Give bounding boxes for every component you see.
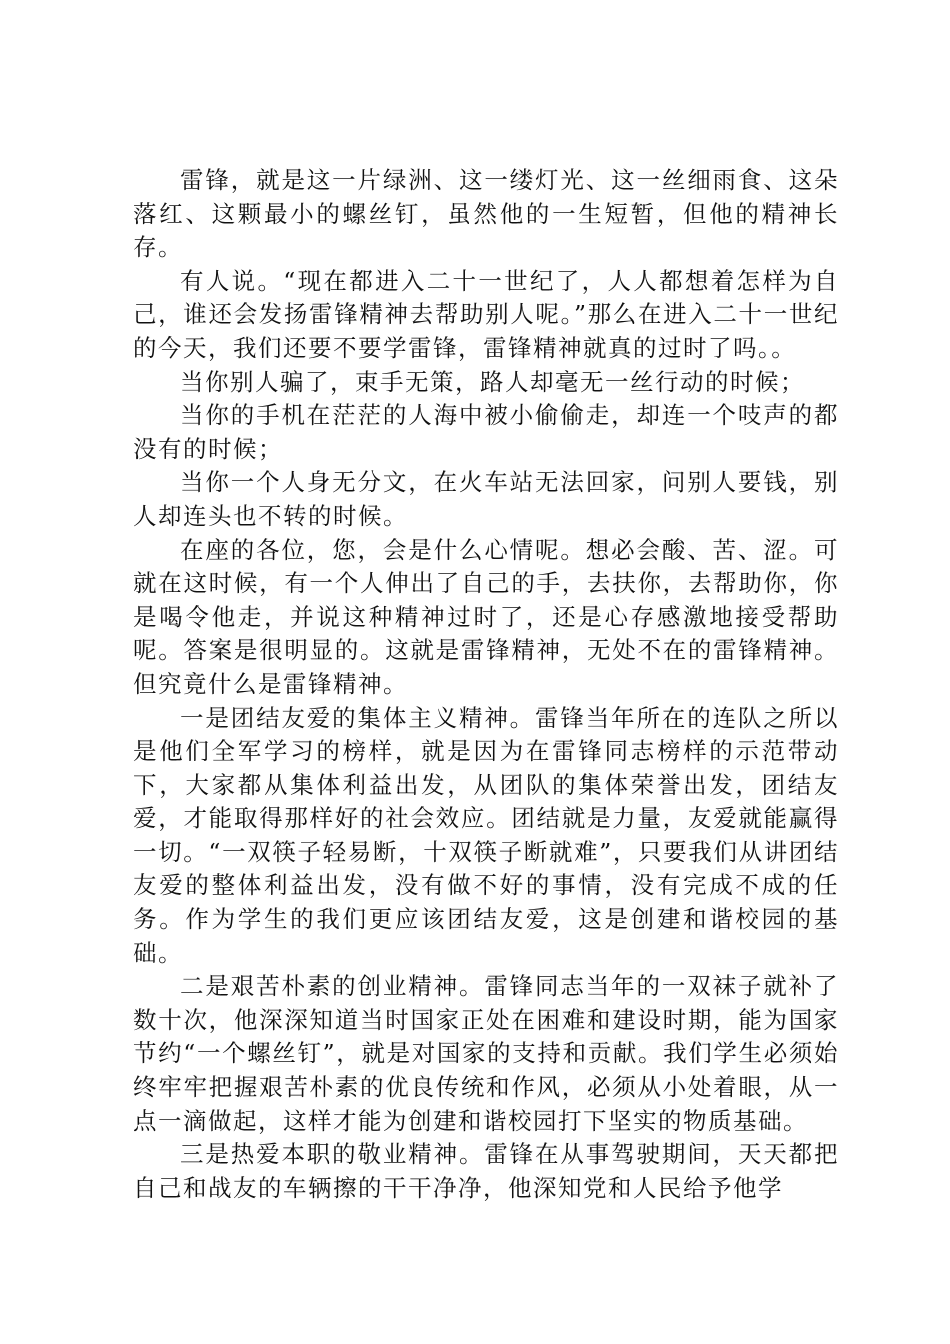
paragraph-dedication-spirit: 三是热爱本职的敬业精神。雷锋在从事驾驶期间，天天都把自己和战友的车辆擦的干干净净，他深知党和人民给予他学 xyxy=(133,1140,839,1202)
document-body xyxy=(133,164,839,1205)
paragraph-leifeng-intro: 雷锋，就是这一片绿洲、这一缕灯光、这一丝细雨食、这朵落红、这颗最小的螺丝钉，虽然他的一生短暂，但他的精神长存。 xyxy=(133,166,839,262)
paragraph-penniless: 当你一个人身无分文，在火车站无法回家，问别人要钱，别人却连头也不转的时候。 xyxy=(133,468,839,530)
paragraph-deceived: 当你别人骗了，束手无策，路人却毫无一丝行动的时候； xyxy=(180,367,805,396)
paragraph-frugal-spirit: 二是艰苦朴素的创业精神。雷锋同志当年的一双袜子就补了数十次，他深深知道当时国家正处在困难和建设时期，能为国家节约“一个螺丝钉”，就是对国家的支持和贡献。我们学生必须始终牢牢把握艰苦朴素的优良传统和作风，必须从小处着眼，从一点一滴做起，这样才能为创建和谐校园打下坚实的物质基础。 xyxy=(133,972,839,1135)
paragraph-unity-spirit: 一是团结友爱的集体主义精神。雷锋当年所在的连队之所以是他们全军学习的榜样，就是因为在雷锋同志榜样的示范带动下，大家都从集体利益出发，从团队的集体荣誉出发，团结友爱，才能取得那样好的社会效应。团结就是力量，友爱就能赢得一切。“一双筷子轻易断，十双筷子断就难”，只要我们从讲团结友爱的整体利益出发，没有做不好的事情，没有完成不成的任务。作为学生的我们更应该团结友爱，这是创建和谐校园的基础。 xyxy=(133,703,839,967)
paragraph-audience-question: 在座的各位，您，会是什么心情呢。想必会酸、苦、涩。可就在这时候，有一个人伸出了自己的手，去扶你，去帮助你，你是喝令他走，并说这种精神过时了，还是心存感激地接受帮助呢。答案是很明显的。这就是雷锋精神，无处不在的雷锋精神。但究竟什么是雷锋精神。 xyxy=(133,535,839,698)
paragraph-phone-stolen: 当你的手机在茫茫的人海中被小偷偷走，却连一个吱声的都没有的时候； xyxy=(133,401,839,463)
paragraph-someone-says: 有人说。“现在都进入二十一世纪了，人人都想着怎样为自己，谁还会发扬雷锋精神去帮助别人呢。”那么在进入二十一世纪的今天，我们还要不要学雷锋，雷锋精神就真的过时了吗。。 xyxy=(133,266,839,362)
